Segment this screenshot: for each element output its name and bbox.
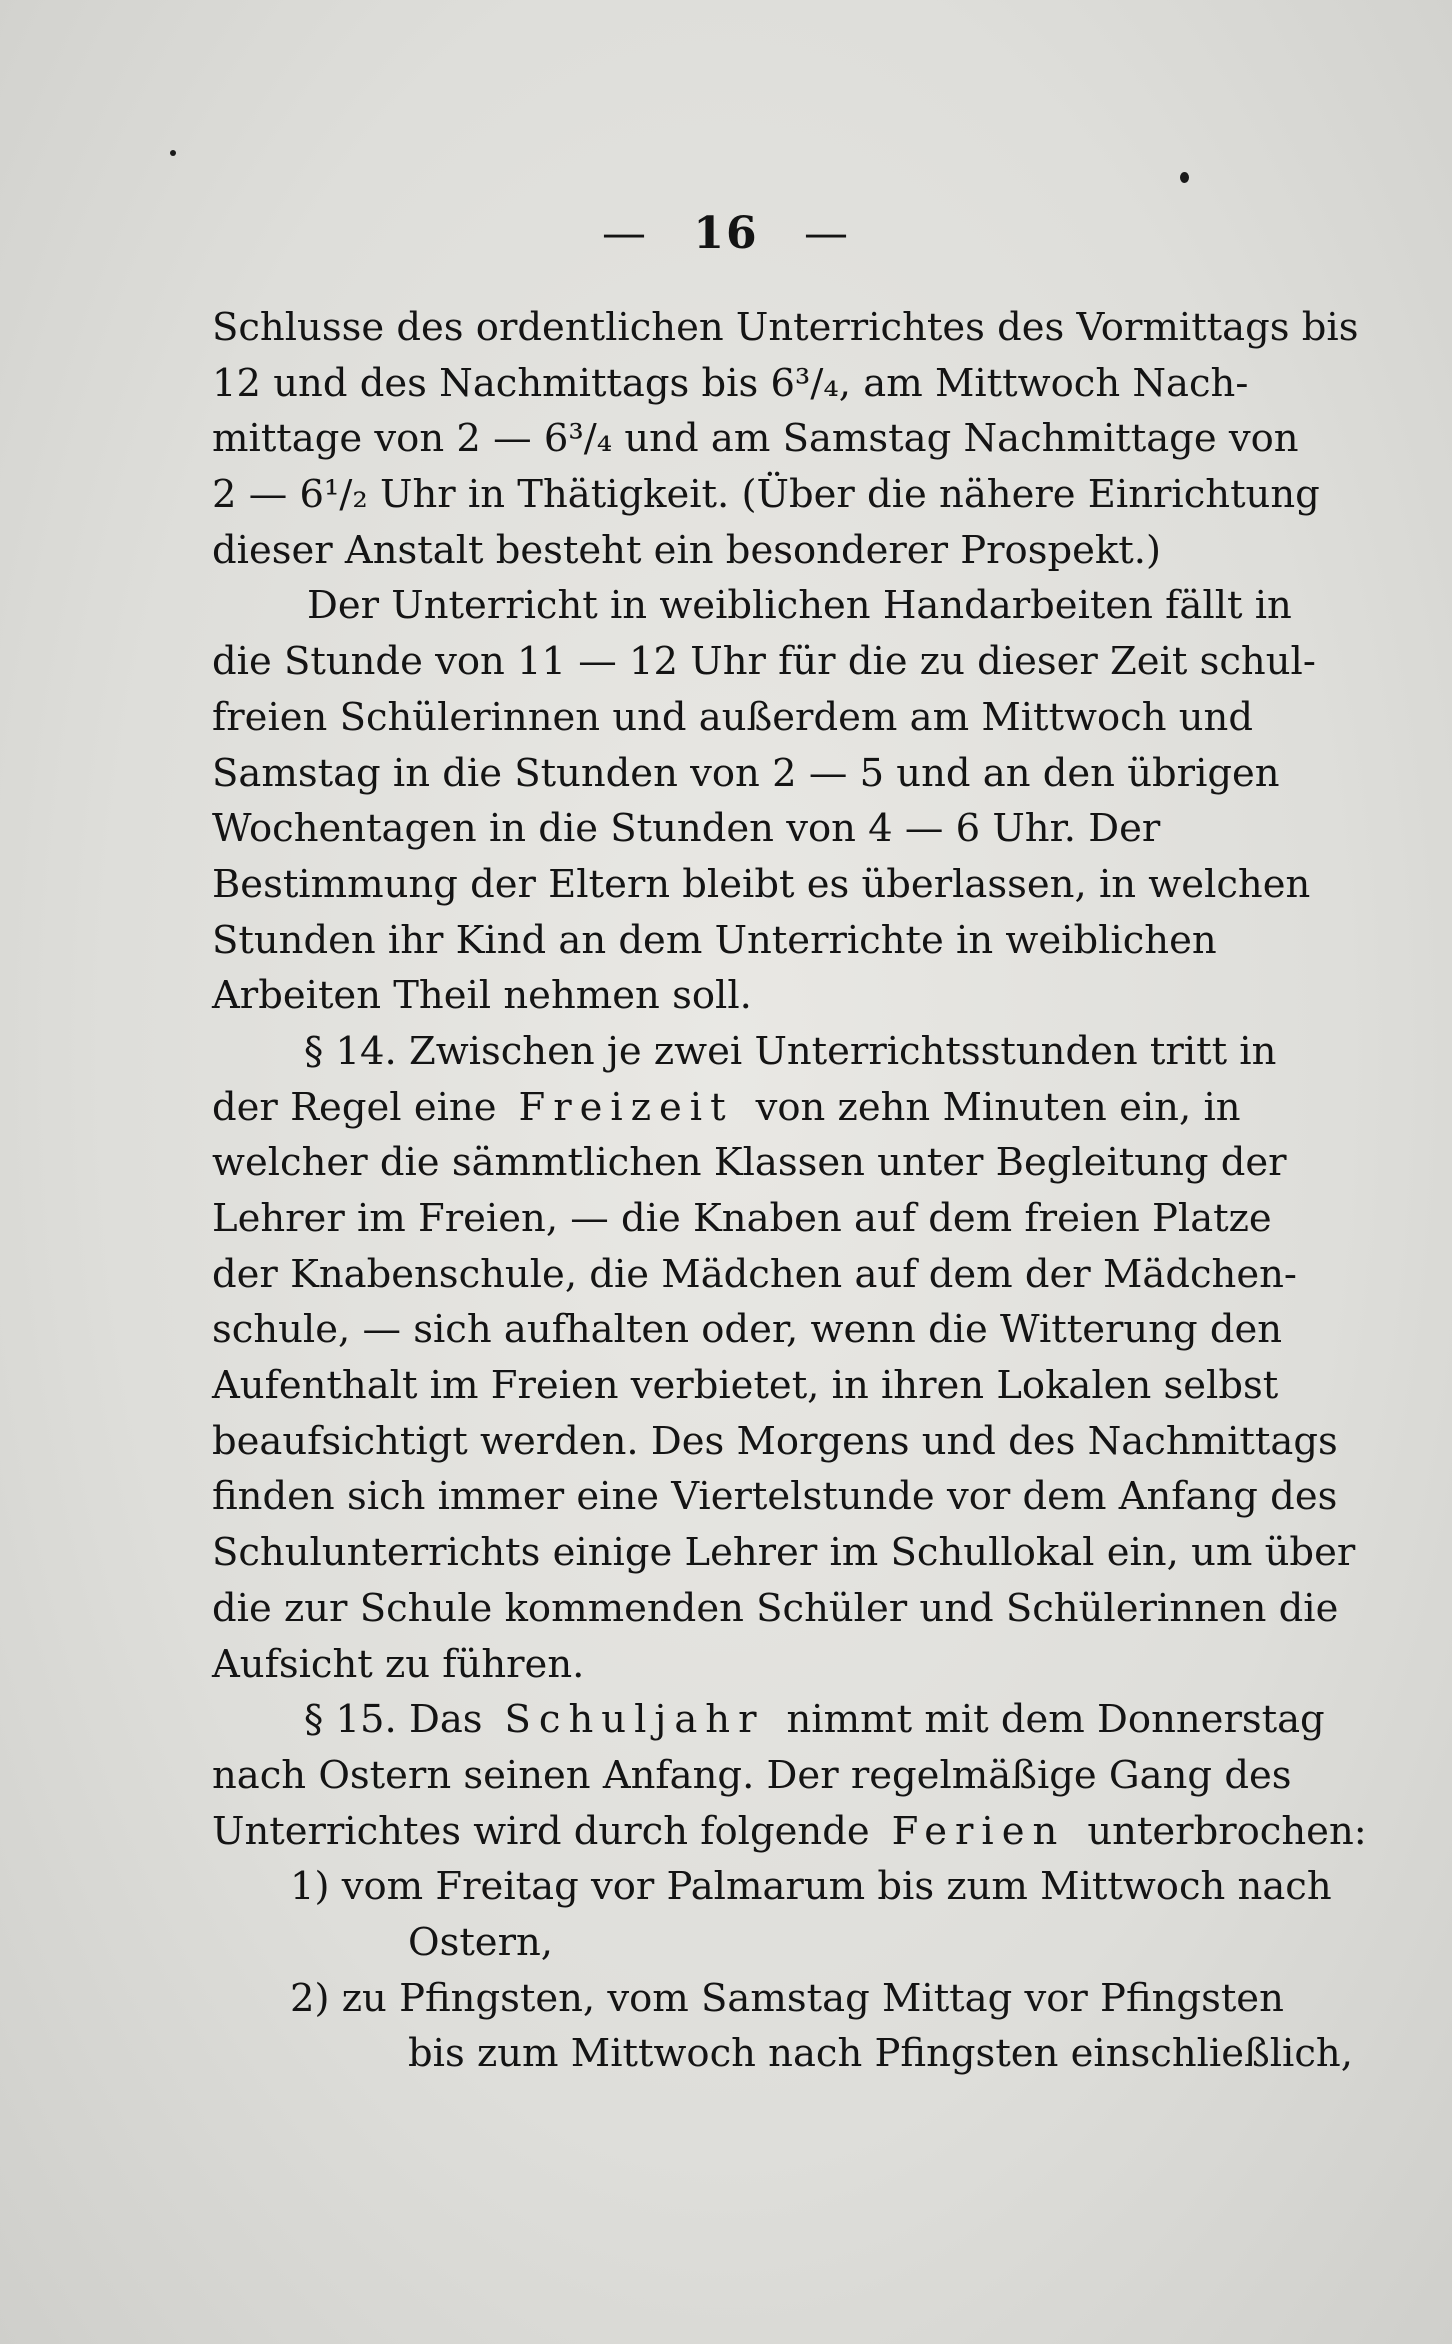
text-segment: nach Ostern seinen Anfang. Der regelmäßige Gang des: [212, 1752, 1292, 1798]
text-line: [212, 1637, 1268, 1693]
text-line: [212, 467, 1320, 523]
text-line: [212, 1080, 1268, 1136]
text-line: [212, 857, 1311, 913]
text-line: [212, 801, 1268, 857]
text-segment: Wochentagen in die Stunden von 4 — 6 Uhr. Der: [212, 806, 1161, 852]
text-segment: nimmt mit dem Donnerstag: [786, 1697, 1325, 1743]
list-item-continuation: [212, 2026, 1353, 2082]
list-item: [212, 1971, 1284, 2027]
page-number-header: [0, 208, 1452, 259]
text-line: [212, 523, 1268, 579]
text-segment: 2) zu Pfingsten, vom Samstag Mittag vor Pfingsten: [290, 1975, 1284, 2021]
header-dash-left: —: [602, 208, 649, 259]
page-body-text: [212, 300, 1367, 2082]
text-segment: unterbrochen:: [1087, 1808, 1367, 1854]
text-segment: schule, — sich aufhalten oder, wenn die Witterung den: [212, 1307, 1283, 1353]
text-segment: 12 und des Nachmittags bis 6³/₄, am Mittwoch Nach-: [212, 360, 1249, 406]
text-segment: freien Schülerinnen und außerdem am Mittwoch und: [212, 694, 1253, 740]
text-segment: Der Unterricht in weiblichen Handarbeiten fällt in: [307, 583, 1292, 629]
text-segment: Unterrichtes wird durch folgende: [212, 1808, 870, 1854]
text-line: [212, 968, 1268, 1024]
text-line: [212, 1581, 1339, 1637]
text-segment: Bestimmung der Eltern bleibt es überlassen, in welchen: [212, 861, 1311, 907]
section-15-start: [212, 1692, 1325, 1748]
list-item-continuation: [212, 1915, 1268, 1971]
text-segment: Ostern,: [408, 1919, 554, 1965]
page-number: 16: [693, 208, 759, 259]
text-segment: dieser Anstalt besteht ein besonderer Prospekt.): [212, 527, 1161, 573]
text-segment: § 15. Das: [304, 1697, 483, 1743]
text-segment: mittage von 2 — 6³/₄ und am Samstag Nachmittage von: [212, 416, 1299, 462]
text-line: [212, 1358, 1279, 1414]
text-line: [212, 300, 1359, 356]
text-segment: der Knabenschule, die Mädchen auf dem der Mädchen-: [212, 1251, 1297, 1297]
text-line: [212, 1804, 1367, 1860]
text-segment: Stunden ihr Kind an dem Unterrichte in weiblichen: [212, 917, 1217, 963]
text-line: [212, 1414, 1338, 1470]
text-segment: finden sich immer eine Viertelstunde vor dem Anfang des: [212, 1474, 1338, 1520]
ink-speck: [1180, 172, 1189, 183]
text-line: [212, 578, 1292, 634]
text-segment: die zur Schule kommenden Schüler und Schülerinnen die: [212, 1585, 1339, 1631]
text-segment: 1) vom Freitag vor Palmarum bis zum Mittwoch nach: [290, 1864, 1332, 1910]
text-segment: § 14. Zwischen je zwei Unterrichtsstunden tritt in: [304, 1028, 1277, 1074]
text-segment: Samstag in die Stunden von 2 — 5 und an den übrigen: [212, 750, 1280, 796]
text-line: [212, 1525, 1356, 1581]
text-segment: Schulunterrichts einige Lehrer im Schullokal ein, um über: [212, 1530, 1356, 1576]
text-segment: von zehn Minuten ein, in: [755, 1084, 1241, 1130]
text-line: [212, 746, 1280, 802]
text-line: [212, 1135, 1287, 1191]
text-segment: beaufsichtigt werden. Des Morgens und des Nachmittags: [212, 1418, 1338, 1464]
text-segment: Schlusse des ordentlichen Unterrichtes des Vormittags bis: [212, 305, 1359, 350]
text-segment: die Stunde von 11 — 12 Uhr für die zu dieser Zeit schul-: [212, 639, 1316, 685]
header-dash-right: —: [803, 208, 850, 259]
text-line: [212, 913, 1268, 969]
text-line: [212, 411, 1299, 467]
text-segment: 2 — 6¹/₂ Uhr in Thätigkeit. (Über die nähere Einrichtung: [212, 472, 1320, 518]
text-line: [212, 1469, 1338, 1525]
ink-speck: [170, 150, 176, 156]
text-segment: der Regel eine: [212, 1084, 497, 1130]
emphasized-term: Schuljahr: [504, 1697, 765, 1743]
text-line: [212, 1302, 1283, 1358]
text-line: [212, 1191, 1272, 1247]
text-line: [212, 634, 1316, 690]
text-line: [212, 356, 1268, 412]
text-segment: Aufsicht zu führen.: [212, 1641, 585, 1687]
emphasized-term: Freizeit: [518, 1084, 734, 1130]
text-segment: Aufenthalt im Freien verbietet, in ihren Lokalen selbst: [212, 1363, 1279, 1409]
text-line: [212, 1748, 1292, 1804]
text-line: [212, 1247, 1297, 1303]
text-segment: welcher die sämmtlichen Klassen unter Begleitung der: [212, 1140, 1287, 1186]
emphasized-term: Ferien: [891, 1808, 1066, 1854]
text-segment: Lehrer im Freien, — die Knaben auf dem freien Platze: [212, 1196, 1272, 1241]
text-line: [212, 690, 1268, 746]
text-segment: Arbeiten Theil nehmen soll.: [212, 973, 752, 1019]
list-item: [212, 1859, 1332, 1915]
text-segment: bis zum Mittwoch nach Pfingsten einschließlich,: [408, 2031, 1353, 2077]
section-14-start: [212, 1024, 1277, 1080]
